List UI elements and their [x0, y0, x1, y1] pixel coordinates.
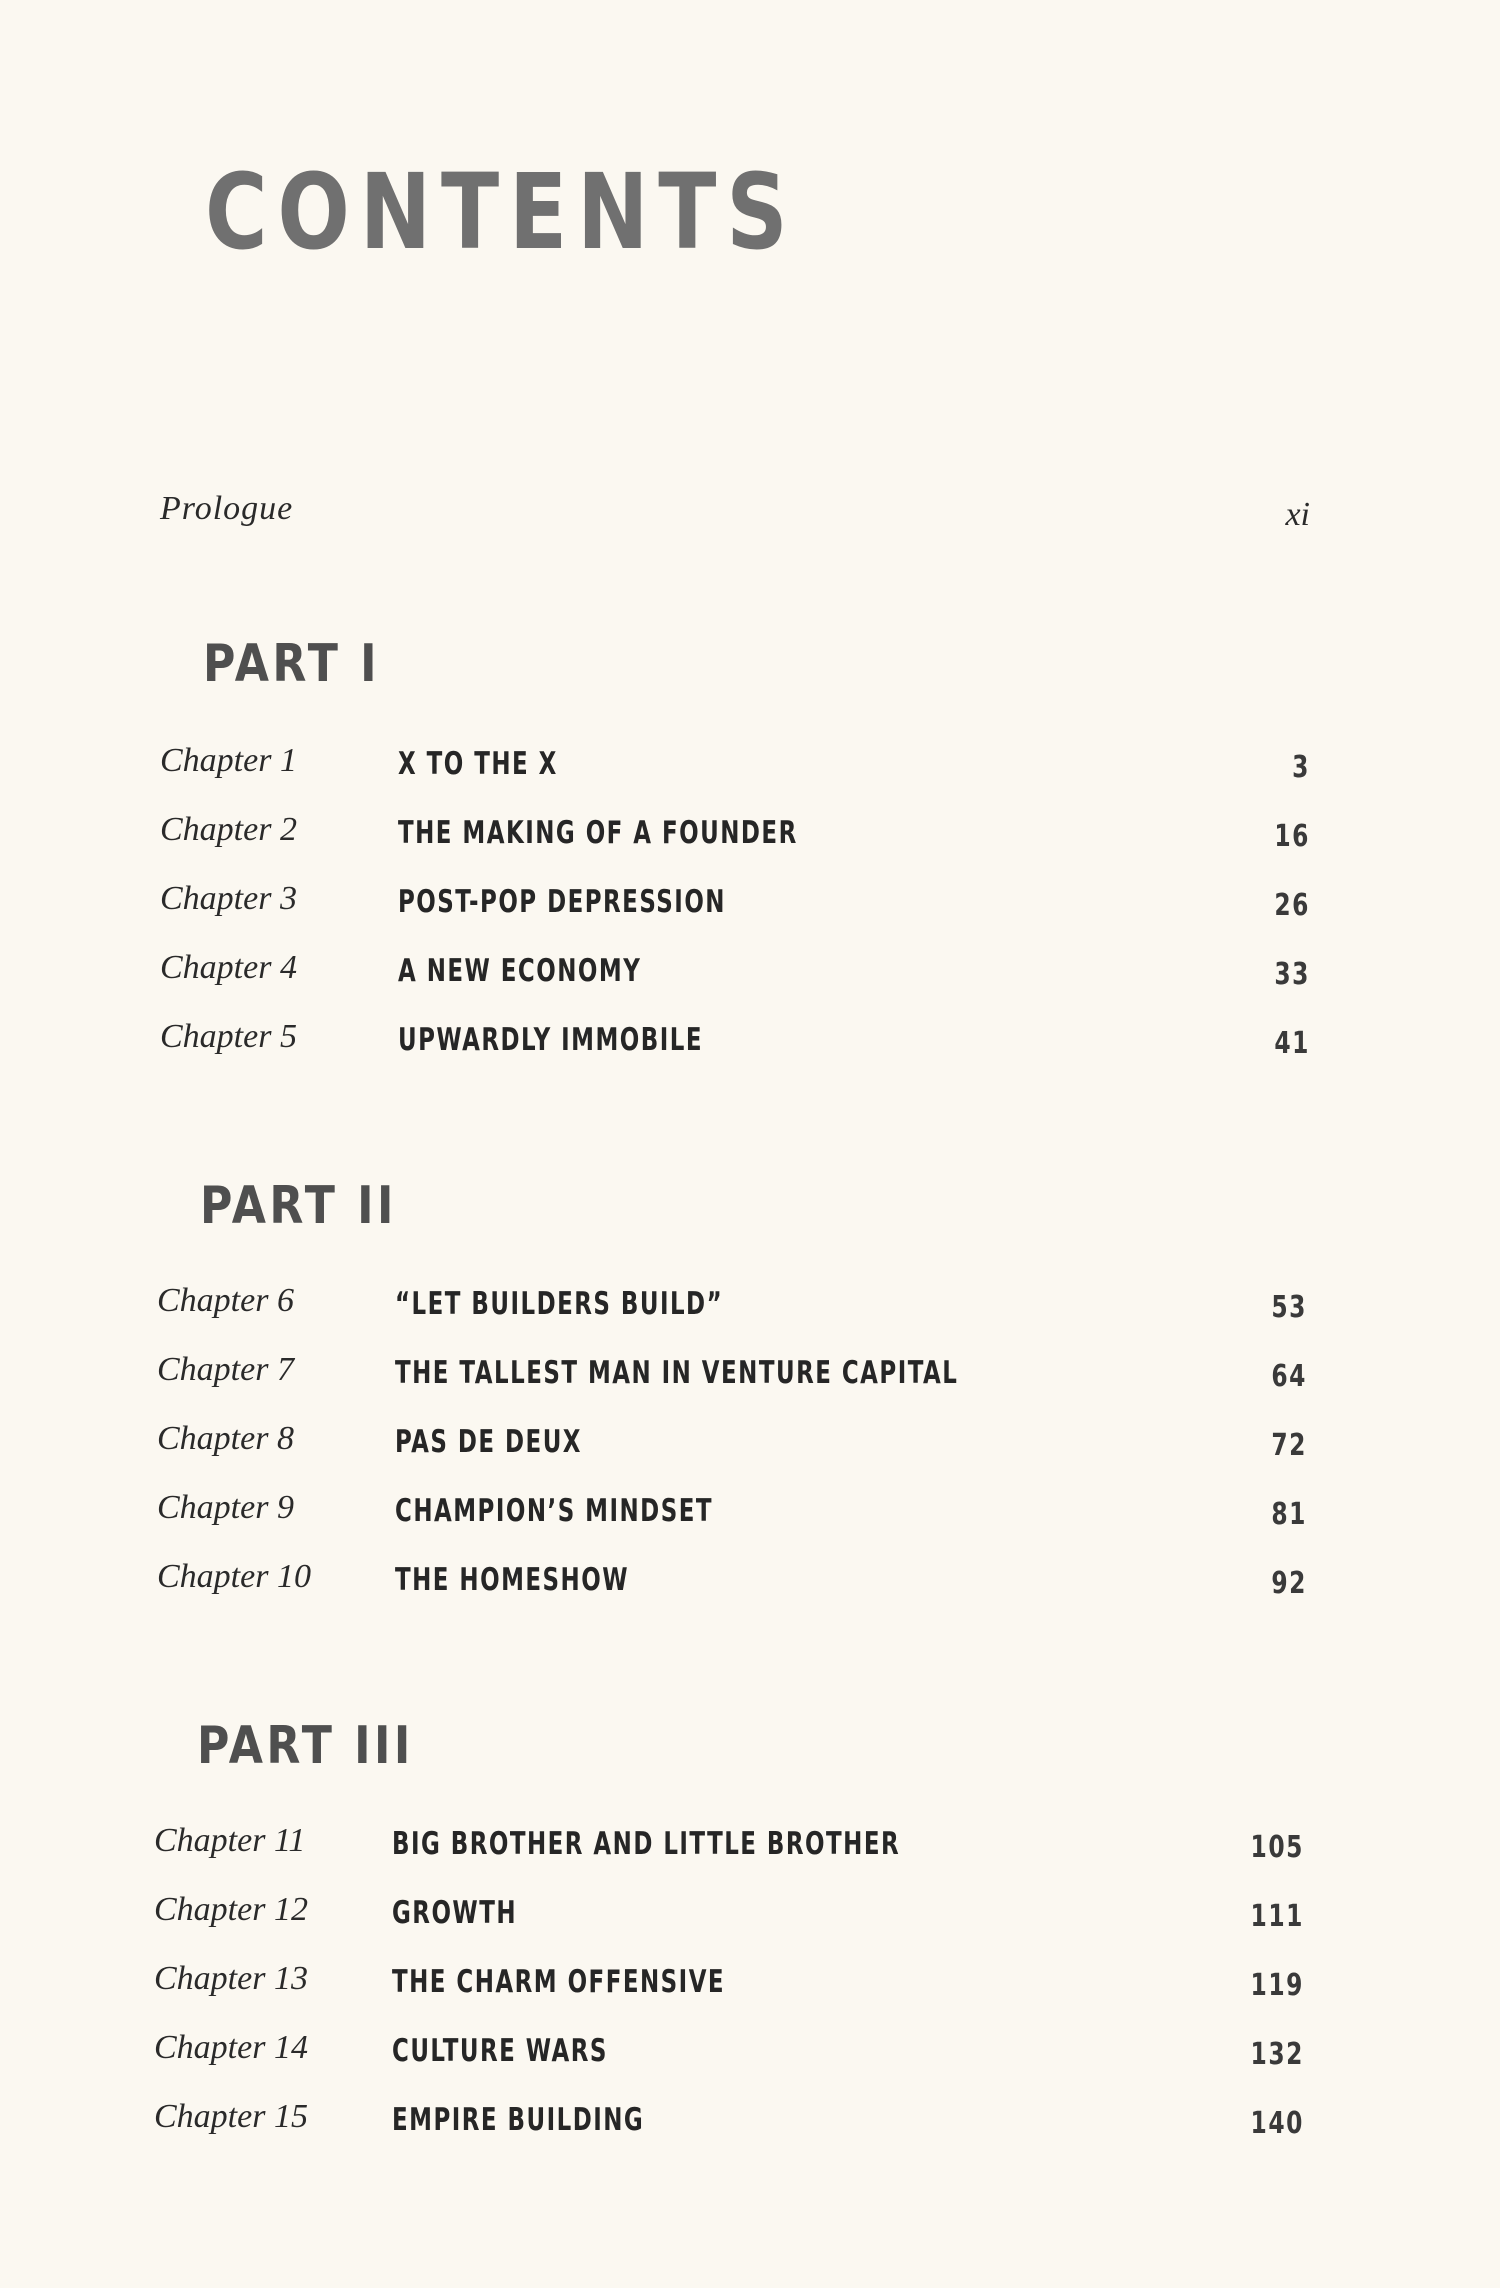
chapter-page-number: 140	[1250, 2106, 1304, 2141]
chapter-entry	[0, 949, 1500, 1018]
contents-heading: CONTENTS	[205, 151, 798, 273]
chapter-entry	[0, 1489, 1500, 1558]
chapter-title: GROWTH	[392, 1895, 518, 1931]
chapter-title: BIG BROTHER AND LITTLE BROTHER	[392, 1826, 901, 1862]
chapter-label: Chapter 4	[160, 949, 297, 986]
chapter-title: THE CHARM OFFENSIVE	[392, 1964, 726, 2000]
chapter-page-number: 16	[1274, 819, 1310, 854]
chapter-entry	[0, 1891, 1500, 1960]
part-3-chapter-list	[0, 1822, 1500, 2167]
chapter-page-number: 53	[1271, 1290, 1307, 1325]
part-1-chapter-list	[0, 742, 1500, 1087]
chapter-entry	[0, 880, 1500, 949]
chapter-entry	[0, 742, 1500, 811]
chapter-title: THE HOMESHOW	[395, 1562, 629, 1598]
chapter-page-number: 3	[1292, 750, 1310, 785]
chapter-entry	[0, 1960, 1500, 2029]
chapter-title: “LET BUILDERS BUILD”	[395, 1286, 724, 1322]
chapter-label: Chapter 15	[154, 2098, 308, 2135]
chapter-entry	[0, 1558, 1500, 1627]
chapter-label: Chapter 7	[157, 1351, 294, 1388]
chapter-label: Chapter 8	[157, 1420, 294, 1457]
chapter-title: UPWARDLY IMMOBILE	[398, 1022, 703, 1058]
chapter-page-number: 132	[1250, 2037, 1304, 2072]
prologue-page-number: xi	[1285, 496, 1310, 533]
chapter-title: X TO THE X	[398, 746, 558, 782]
chapter-entry	[0, 1420, 1500, 1489]
chapter-entry	[0, 811, 1500, 880]
chapter-title: CULTURE WARS	[392, 2033, 608, 2069]
chapter-page-number: 81	[1271, 1497, 1307, 1532]
chapter-label: Chapter 11	[154, 1822, 306, 1859]
chapter-label: Chapter 2	[160, 811, 297, 848]
chapter-page-number: 72	[1271, 1428, 1307, 1463]
chapter-page-number: 105	[1250, 1830, 1304, 1865]
chapter-label: Chapter 3	[160, 880, 297, 917]
chapter-page-number: 26	[1274, 888, 1310, 923]
chapter-title: POST-POP DEPRESSION	[398, 884, 726, 920]
chapter-title: PAS DE DEUX	[395, 1424, 582, 1460]
chapter-title: A NEW ECONOMY	[398, 953, 642, 989]
part-2-heading: PART II	[200, 1176, 397, 1236]
chapter-label: Chapter 14	[154, 2029, 308, 2066]
prologue-label: Prologue	[160, 490, 294, 527]
chapter-label: Chapter 1	[160, 742, 297, 779]
chapter-page-number: 119	[1250, 1968, 1304, 2003]
chapter-entry	[0, 1351, 1500, 1420]
chapter-label: Chapter 5	[160, 1018, 297, 1055]
chapter-label: Chapter 6	[157, 1282, 294, 1319]
chapter-entry	[0, 1018, 1500, 1087]
chapter-entry	[0, 1282, 1500, 1351]
chapter-entry	[0, 1822, 1500, 1891]
chapter-label: Chapter 13	[154, 1960, 308, 1997]
prologue-entry	[160, 490, 1310, 550]
part-1-heading: PART I	[203, 634, 380, 694]
chapter-entry	[0, 2029, 1500, 2098]
chapter-title: THE TALLEST MAN IN VENTURE CAPITAL	[395, 1355, 959, 1391]
chapter-page-number: 111	[1250, 1899, 1304, 1934]
chapter-title: EMPIRE BUILDING	[392, 2102, 645, 2138]
chapter-title: CHAMPION’S MINDSET	[395, 1493, 713, 1529]
chapter-entry	[0, 2098, 1500, 2167]
chapter-page-number: 41	[1274, 1026, 1310, 1061]
part-2-chapter-list	[0, 1282, 1500, 1627]
chapter-title: THE MAKING OF A FOUNDER	[398, 815, 798, 851]
chapter-label: Chapter 12	[154, 1891, 308, 1928]
chapter-label: Chapter 9	[157, 1489, 294, 1526]
chapter-page-number: 33	[1274, 957, 1310, 992]
chapter-page-number: 92	[1271, 1566, 1307, 1601]
chapter-page-number: 64	[1271, 1359, 1307, 1394]
chapter-label: Chapter 10	[157, 1558, 311, 1595]
part-3-heading: PART III	[197, 1716, 414, 1776]
